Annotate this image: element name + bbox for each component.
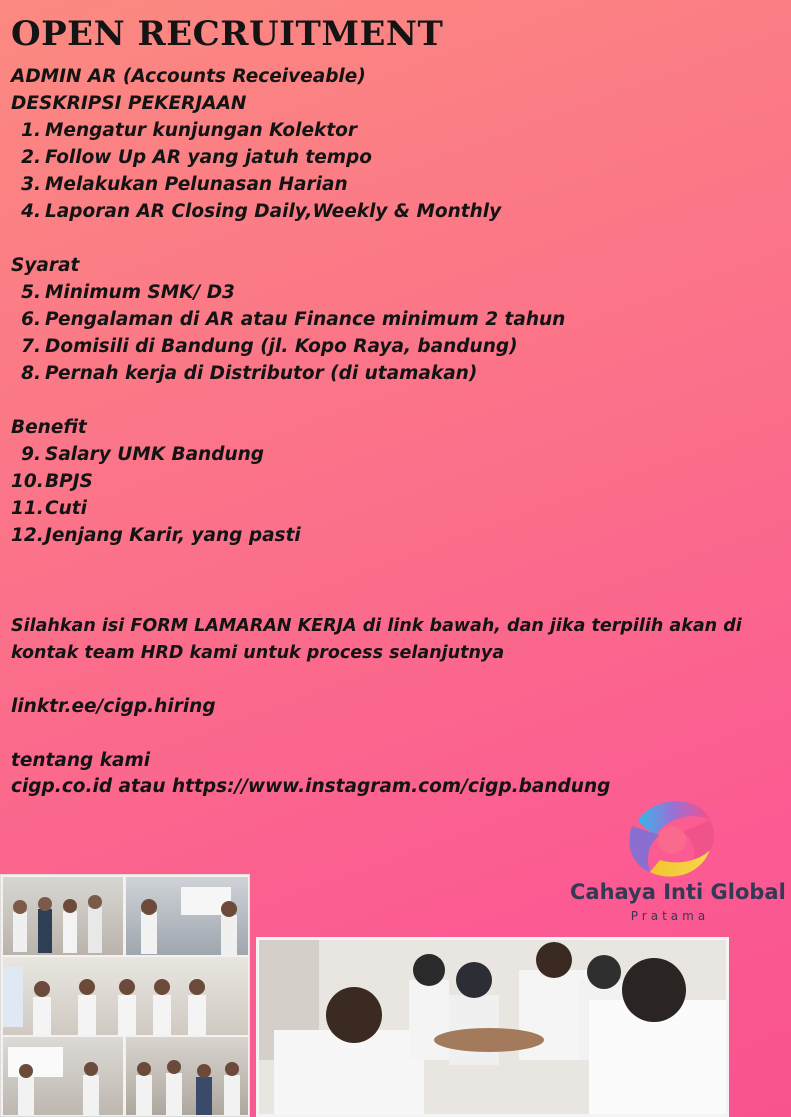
item-number: 6. (21, 309, 41, 330)
requirement-item (11, 309, 711, 333)
item-text: BPJS (45, 471, 93, 492)
item-number: 9. (21, 444, 41, 465)
team-photo (3, 1037, 123, 1115)
item-number: 3. (21, 174, 41, 195)
team-photo (3, 957, 248, 1035)
item-text: Follow Up AR yang jatuh tempo (45, 147, 373, 168)
item-number: 12. (11, 525, 44, 546)
item-text: Mengatur kunjungan Kolektor (45, 120, 357, 141)
item-number: 1. (21, 120, 41, 141)
instructions-line-2: kontak team HRD kami untuk process selanjutnya (11, 643, 505, 663)
item-number: 2. (21, 147, 41, 168)
item-number: 7. (21, 336, 41, 357)
item-text: Jenjang Karir, yang pasti (45, 525, 301, 546)
team-photo (126, 877, 248, 955)
benefit-item (11, 471, 611, 495)
item-number: 11. (11, 498, 44, 519)
item-text: Pernah kerja di Distributor (di utamakan) (45, 363, 478, 384)
team-photo-collage (0, 874, 250, 1117)
benefit-item (11, 498, 611, 522)
team-hands-photo (256, 937, 729, 1117)
item-number: 5. (21, 282, 41, 303)
benefit-item (11, 525, 611, 549)
benefits-heading: Benefit (11, 417, 87, 438)
requirement-item (11, 363, 711, 387)
item-text: Pengalaman di AR atau Finance minimum 2 tahun (45, 309, 566, 330)
job-desc-item (11, 120, 611, 144)
item-text: Cuti (45, 498, 87, 519)
benefit-item (11, 444, 611, 468)
requirement-item (11, 336, 711, 360)
item-number: 8. (21, 363, 41, 384)
team-photo (126, 1037, 248, 1115)
position-title: ADMIN AR (Accounts Receiveable) (11, 66, 366, 87)
item-text: Minimum SMK/ D3 (45, 282, 235, 303)
page-title: OPEN RECRUITMENT (11, 14, 444, 54)
team-photo (3, 877, 123, 955)
job-desc-item (11, 174, 611, 198)
item-number: 4. (21, 201, 41, 222)
logo-subtitle: Pratama (630, 909, 710, 923)
job-desc-item (11, 201, 611, 225)
about-heading: tentang kami (11, 750, 151, 771)
item-text: Salary UMK Bandung (45, 444, 265, 465)
item-number: 10. (11, 471, 44, 492)
application-link[interactable]: linktr.ee/cigp.hiring (11, 696, 216, 717)
item-text: Melakukan Pelunasan Harian (45, 174, 348, 195)
job-desc-item (11, 147, 611, 171)
item-text: Laporan AR Closing Daily,Weekly & Monthly (45, 201, 502, 222)
logo-name: Cahaya Inti Global (570, 880, 786, 904)
requirement-item (11, 282, 711, 306)
requirements-heading: Syarat (11, 255, 80, 276)
item-text: Domisili di Bandung (jl. Kopo Raya, bandung) (45, 336, 518, 357)
instructions-line-1: Silahkan isi FORM LAMARAN KERJA di link bawah, dan jika terpilih akan di (11, 616, 742, 636)
job-desc-heading: DESKRIPSI PEKERJAAN (11, 93, 247, 114)
about-links[interactable]: cigp.co.id atau https://www.instagram.com/cigp.bandung (11, 776, 611, 797)
